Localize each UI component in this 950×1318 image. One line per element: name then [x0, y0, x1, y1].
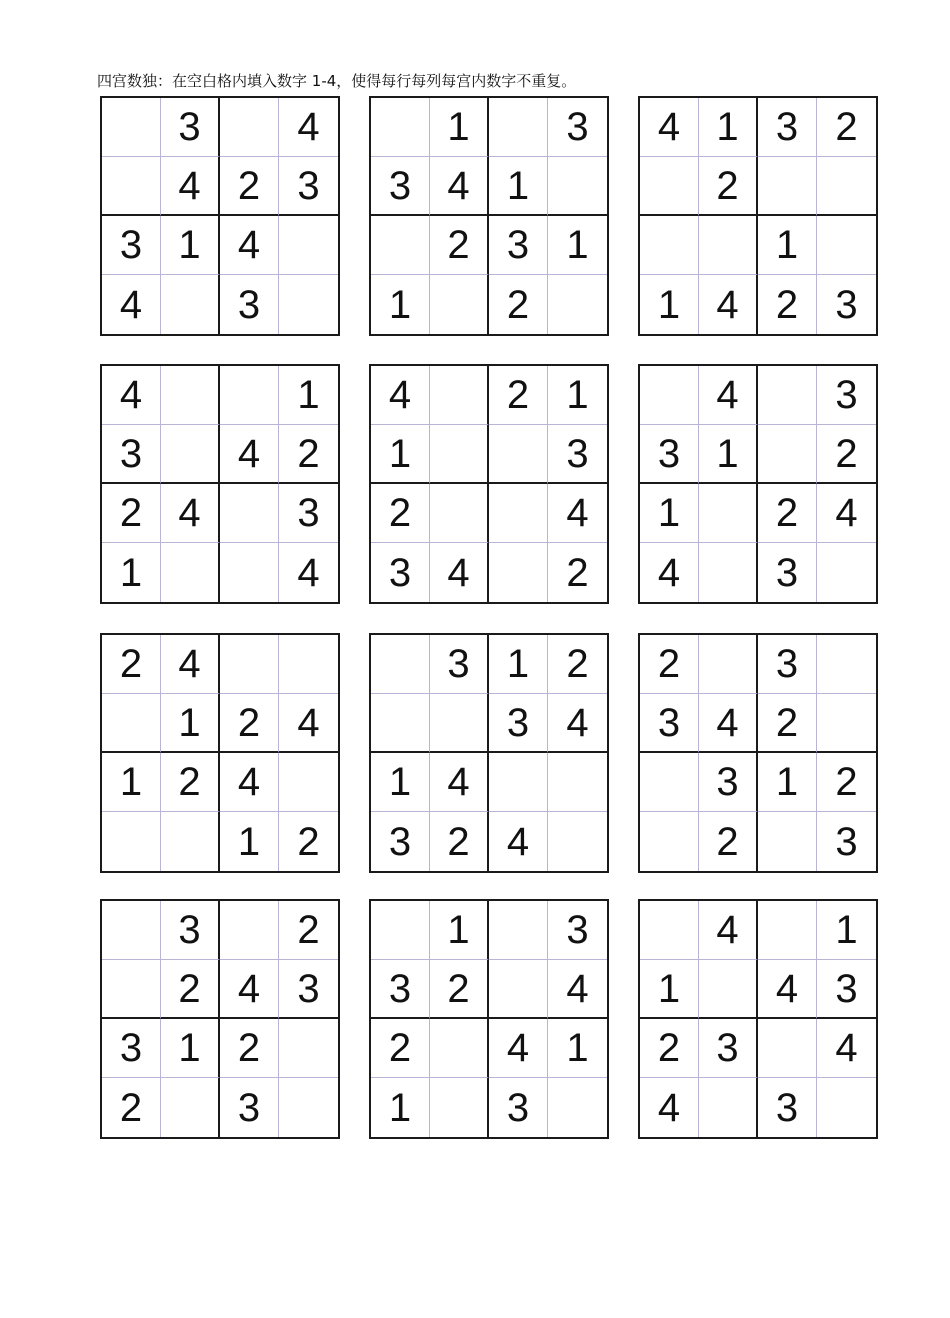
empty-cell[interactable] — [161, 1078, 220, 1137]
given-cell: 2 — [279, 425, 338, 484]
given-cell: 2 — [758, 484, 817, 543]
sudoku-grid — [638, 96, 878, 336]
given-cell: 3 — [161, 98, 220, 157]
given-cell: 2 — [430, 812, 489, 871]
empty-cell[interactable] — [758, 901, 817, 960]
given-cell: 2 — [566, 550, 589, 595]
given-cell: 4 — [548, 484, 607, 543]
given-cell: 4 — [640, 543, 699, 602]
empty-cell[interactable] — [279, 753, 338, 812]
given-cell: 4 — [548, 960, 607, 1019]
given-cell: 2 — [817, 753, 876, 812]
empty-cell[interactable] — [699, 484, 758, 543]
given-cell: 4 — [220, 960, 279, 1019]
given-cell: 4 — [699, 694, 758, 753]
empty-cell[interactable] — [817, 694, 876, 753]
given-cell: 1 — [817, 901, 876, 960]
given-cell: 1 — [699, 425, 758, 484]
empty-cell[interactable] — [758, 157, 817, 216]
empty-cell[interactable] — [758, 1019, 817, 1078]
given-cell: 3 — [102, 425, 161, 484]
given-cell: 4 — [430, 157, 489, 216]
empty-cell[interactable] — [489, 901, 548, 960]
given-cell: 4 — [220, 425, 279, 484]
given-cell: 3 — [835, 819, 858, 864]
given-cell: 1 — [548, 366, 607, 425]
empty-cell[interactable] — [817, 216, 876, 275]
given-cell: 3 — [102, 216, 161, 275]
empty-cell[interactable] — [371, 216, 430, 275]
sudoku-grid — [100, 899, 340, 1139]
given-cell: 3 — [548, 901, 607, 960]
given-cell: 2 — [699, 157, 758, 216]
given-cell: 3 — [699, 753, 758, 812]
given-cell: 4 — [161, 157, 220, 216]
empty-cell[interactable] — [699, 635, 758, 694]
empty-cell[interactable] — [758, 425, 817, 484]
empty-cell[interactable] — [279, 1078, 338, 1137]
empty-cell[interactable] — [430, 694, 489, 753]
empty-cell[interactable] — [817, 635, 876, 694]
given-cell: 4 — [640, 1078, 699, 1137]
given-cell: 3 — [371, 812, 430, 871]
empty-cell[interactable] — [640, 216, 699, 275]
empty-cell[interactable] — [102, 98, 161, 157]
given-cell: 3 — [489, 694, 548, 753]
sudoku-grid — [369, 364, 609, 604]
given-cell: 3 — [279, 157, 338, 216]
given-cell: 4 — [220, 216, 279, 275]
empty-cell[interactable] — [817, 543, 876, 602]
empty-cell[interactable] — [220, 543, 279, 602]
empty-cell[interactable] — [430, 1078, 489, 1137]
given-cell: 1 — [371, 753, 430, 812]
given-cell: 4 — [817, 1019, 876, 1078]
given-cell: 1 — [758, 216, 817, 275]
empty-cell[interactable] — [640, 366, 699, 425]
empty-cell[interactable] — [371, 901, 430, 960]
empty-cell[interactable] — [699, 960, 758, 1019]
empty-cell[interactable] — [430, 425, 489, 484]
given-cell: 4 — [548, 694, 607, 753]
given-cell: 3 — [640, 425, 699, 484]
sudoku-grid — [100, 633, 340, 873]
given-cell: 2 — [699, 812, 758, 871]
given-cell: 1 — [279, 366, 338, 425]
empty-cell[interactable] — [699, 1078, 758, 1137]
given-cell: 4 — [161, 484, 220, 543]
given-cell: 3 — [640, 694, 699, 753]
empty-cell[interactable] — [102, 694, 161, 753]
empty-cell[interactable] — [430, 1019, 489, 1078]
empty-cell[interactable] — [102, 960, 161, 1019]
sudoku-grid — [369, 633, 609, 873]
given-cell: 2 — [430, 216, 489, 275]
empty-cell[interactable] — [758, 812, 817, 871]
empty-cell[interactable] — [430, 366, 489, 425]
given-cell: 4 — [220, 753, 279, 812]
empty-cell[interactable] — [102, 157, 161, 216]
given-cell: 3 — [489, 1078, 548, 1137]
empty-cell[interactable] — [548, 1078, 607, 1137]
given-cell: 3 — [758, 1078, 817, 1137]
empty-cell[interactable] — [548, 753, 607, 812]
given-cell: 4 — [279, 694, 338, 753]
given-cell: 3 — [758, 98, 817, 157]
given-cell: 4 — [279, 98, 338, 157]
empty-cell[interactable] — [640, 901, 699, 960]
given-cell: 1 — [699, 98, 758, 157]
given-cell: 3 — [161, 901, 220, 960]
empty-cell[interactable] — [699, 216, 758, 275]
empty-cell[interactable] — [640, 753, 699, 812]
given-cell: 1 — [430, 901, 489, 960]
empty-cell[interactable] — [489, 98, 548, 157]
given-cell: 1 — [161, 1019, 220, 1078]
empty-cell[interactable] — [279, 216, 338, 275]
given-cell: 1 — [371, 1078, 430, 1137]
given-cell: 2 — [758, 694, 817, 753]
empty-cell[interactable] — [489, 753, 548, 812]
instruction-text: 四宫数独：在空白格内填入数字 1-4，使得每行每列每宫内数字不重复。 — [97, 72, 577, 90]
given-cell: 3 — [279, 960, 338, 1019]
given-cell: 2 — [220, 157, 279, 216]
sudoku-grid — [100, 364, 340, 604]
given-cell: 2 — [161, 960, 220, 1019]
given-cell: 3 — [279, 484, 338, 543]
empty-cell[interactable] — [371, 98, 430, 157]
given-cell: 4 — [489, 812, 548, 871]
sudoku-grid — [638, 364, 878, 604]
given-cell: 2 — [817, 98, 876, 157]
given-cell: 2 — [102, 635, 161, 694]
given-cell: 3 — [758, 543, 817, 602]
sudoku-grid — [638, 899, 878, 1139]
empty-cell[interactable] — [220, 484, 279, 543]
empty-cell[interactable] — [489, 960, 548, 1019]
given-cell: 3 — [102, 1019, 161, 1078]
given-cell: 3 — [699, 1019, 758, 1078]
given-cell: 3 — [548, 425, 607, 484]
given-cell: 2 — [220, 1019, 279, 1078]
given-cell: 2 — [817, 425, 876, 484]
empty-cell[interactable] — [220, 901, 279, 960]
given-cell: 1 — [758, 753, 817, 812]
given-cell: 2 — [102, 1078, 161, 1137]
empty-cell[interactable] — [161, 543, 220, 602]
given-cell: 4 — [699, 901, 758, 960]
given-cell: 2 — [758, 275, 817, 334]
given-cell: 3 — [489, 216, 548, 275]
given-cell: 1 — [161, 694, 220, 753]
sudoku-grid — [369, 96, 609, 336]
given-cell: 3 — [371, 157, 430, 216]
empty-cell[interactable] — [161, 366, 220, 425]
given-cell: 2 — [489, 366, 548, 425]
given-cell: 3 — [220, 275, 279, 334]
given-cell: 2 — [640, 635, 699, 694]
given-cell: 1 — [489, 635, 548, 694]
given-cell: 1 — [161, 216, 220, 275]
given-cell: 1 — [640, 484, 699, 543]
sudoku-grid — [638, 633, 878, 873]
given-cell: 4 — [699, 275, 758, 334]
given-cell: 3 — [817, 960, 876, 1019]
given-cell: 1 — [102, 543, 161, 602]
given-cell: 2 — [297, 819, 320, 864]
given-cell: 2 — [371, 484, 430, 543]
given-cell: 4 — [102, 366, 161, 425]
empty-cell[interactable] — [161, 275, 220, 334]
given-cell: 2 — [371, 1019, 430, 1078]
empty-cell[interactable] — [548, 275, 607, 334]
empty-cell[interactable] — [430, 484, 489, 543]
given-cell: 2 — [489, 275, 548, 334]
empty-cell[interactable] — [817, 157, 876, 216]
given-cell: 4 — [817, 484, 876, 543]
given-cell: 2 — [220, 694, 279, 753]
given-cell: 2 — [161, 753, 220, 812]
given-cell: 1 — [640, 960, 699, 1019]
given-cell: 3 — [817, 366, 876, 425]
empty-cell[interactable] — [371, 694, 430, 753]
given-cell: 4 — [758, 960, 817, 1019]
empty-cell[interactable] — [489, 543, 548, 602]
empty-cell[interactable] — [220, 98, 279, 157]
empty-cell[interactable] — [817, 1078, 876, 1137]
given-cell: 2 — [102, 484, 161, 543]
given-cell: 1 — [548, 216, 607, 275]
given-cell: 4 — [430, 543, 489, 602]
given-cell: 2 — [640, 1019, 699, 1078]
given-cell: 2 — [279, 901, 338, 960]
given-cell: 1 — [371, 425, 430, 484]
given-cell: 1 — [489, 157, 548, 216]
given-cell: 1 — [220, 812, 279, 871]
given-cell: 4 — [102, 275, 161, 334]
given-cell: 3 — [835, 282, 858, 327]
given-cell: 3 — [548, 98, 607, 157]
given-cell: 4 — [699, 366, 758, 425]
empty-cell[interactable] — [548, 812, 607, 871]
given-cell: 3 — [371, 543, 430, 602]
empty-cell[interactable] — [489, 484, 548, 543]
given-cell: 3 — [371, 960, 430, 1019]
given-cell: 2 — [548, 635, 607, 694]
given-cell: 1 — [430, 98, 489, 157]
given-cell: 3 — [220, 1078, 279, 1137]
empty-cell[interactable] — [758, 366, 817, 425]
empty-cell[interactable] — [161, 812, 220, 871]
empty-cell[interactable] — [220, 635, 279, 694]
empty-cell[interactable] — [279, 1019, 338, 1078]
empty-cell[interactable] — [161, 425, 220, 484]
given-cell: 4 — [640, 98, 699, 157]
given-cell: 1 — [640, 275, 699, 334]
given-cell: 1 — [371, 275, 430, 334]
empty-cell[interactable] — [548, 157, 607, 216]
empty-cell[interactable] — [640, 157, 699, 216]
empty-cell[interactable] — [102, 812, 161, 871]
empty-cell[interactable] — [220, 366, 279, 425]
given-cell: 3 — [758, 635, 817, 694]
given-cell: 4 — [430, 753, 489, 812]
given-cell: 4 — [161, 635, 220, 694]
sudoku-grid — [100, 96, 340, 336]
empty-cell[interactable] — [102, 901, 161, 960]
empty-cell[interactable] — [640, 812, 699, 871]
given-cell: 1 — [102, 753, 161, 812]
given-cell: 3 — [430, 635, 489, 694]
given-cell: 4 — [371, 366, 430, 425]
empty-cell[interactable] — [489, 425, 548, 484]
empty-cell[interactable] — [279, 635, 338, 694]
sudoku-grid — [369, 899, 609, 1139]
given-cell: 2 — [430, 960, 489, 1019]
given-cell: 4 — [489, 1019, 548, 1078]
empty-cell[interactable] — [430, 275, 489, 334]
given-cell: 4 — [297, 550, 320, 595]
empty-cell[interactable] — [699, 543, 758, 602]
empty-cell[interactable] — [279, 275, 338, 334]
given-cell: 1 — [548, 1019, 607, 1078]
empty-cell[interactable] — [371, 635, 430, 694]
